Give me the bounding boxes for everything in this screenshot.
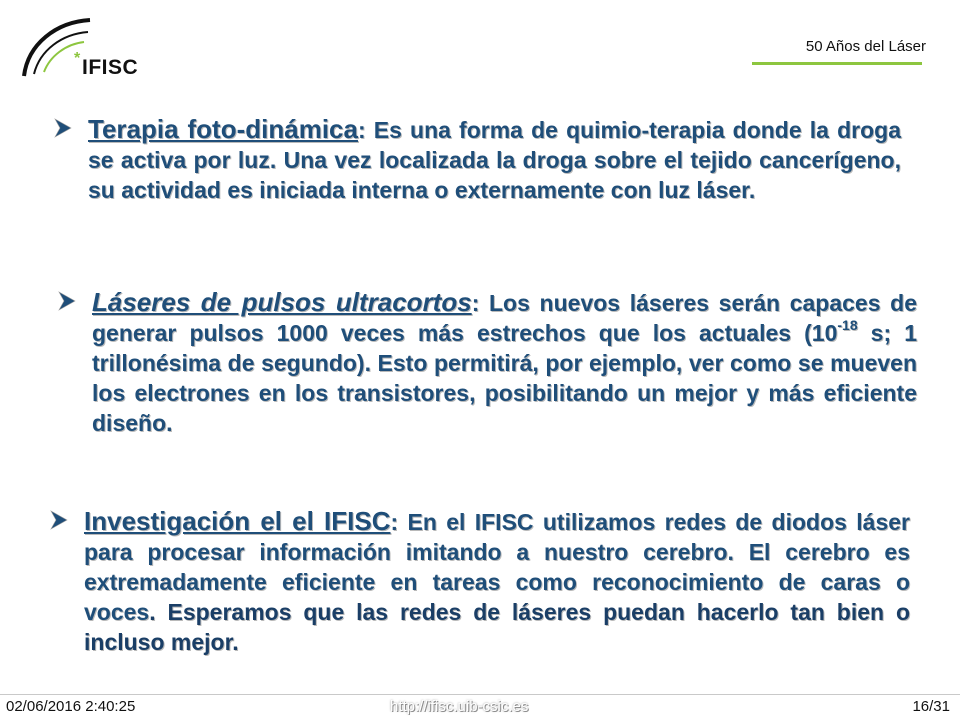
slide-header-title: 50 Años del Láser: [805, 38, 926, 55]
term-colon: :: [471, 290, 480, 316]
paragraph-ifisc-research: [84, 506, 910, 657]
slide-footer: [0, 694, 960, 720]
term-photodynamic-therapy: Terapia foto-dinámica: [88, 114, 358, 144]
paragraph-text: En el IFISC utilizamos redes de diodos láser para procesar información imitando a nuestro cerebro. El cerebro es extremadamente eficiente en tareas como reconocimiento de caras o voces: [84, 509, 910, 625]
footer-url-link[interactable]: http://ifisc.uib-csic.es: [390, 698, 529, 715]
term-ifisc-research: Investigación el el IFISC: [84, 506, 391, 536]
paragraph-text: Los nuevos láseres serán capaces de generar pulsos 1000 veces más estrechos que los actuales (10: [92, 290, 917, 346]
footer-rule: [0, 694, 960, 695]
footer-datetime: 02/06/2016 2:40:25: [6, 698, 136, 715]
paragraph-emphasis: . Esperamos que las redes de láseres puedan hacerlo tan bien o incluso mejor.: [84, 599, 910, 655]
arrow-bullet-icon: [52, 117, 74, 139]
logo-star-icon: *: [74, 50, 81, 67]
arrow-bullet-icon: [48, 509, 70, 531]
arrow-bullet-icon: [56, 290, 78, 312]
term-colon: :: [357, 117, 366, 143]
ifisc-logo: [18, 14, 148, 84]
paragraph-ultrashort-lasers: [92, 287, 917, 438]
paragraph-text: s; 1 trillonésima de segundo). Esto permitirá, por ejemplo, ver como se mueven los electrones en los transistores, posibilitando un mejor y más eficiente diseño.: [92, 320, 917, 436]
footer-page-number: 16/31: [912, 698, 950, 715]
term-colon: :: [390, 509, 399, 535]
exponent: -18: [837, 317, 858, 333]
logo-text: IFISC: [82, 56, 139, 79]
paragraph-photodynamic-therapy: [88, 114, 901, 205]
paragraph-text: Es una forma de quimio-terapia donde la droga se activa por luz. Una vez localizada la droga sobre el tejido cancerígeno, su actividad es iniciada interna o externamente con luz láser.: [88, 117, 901, 203]
term-ultrashort-lasers: Láseres de pulsos ultracortos: [92, 287, 472, 317]
header-rule: [752, 62, 922, 65]
